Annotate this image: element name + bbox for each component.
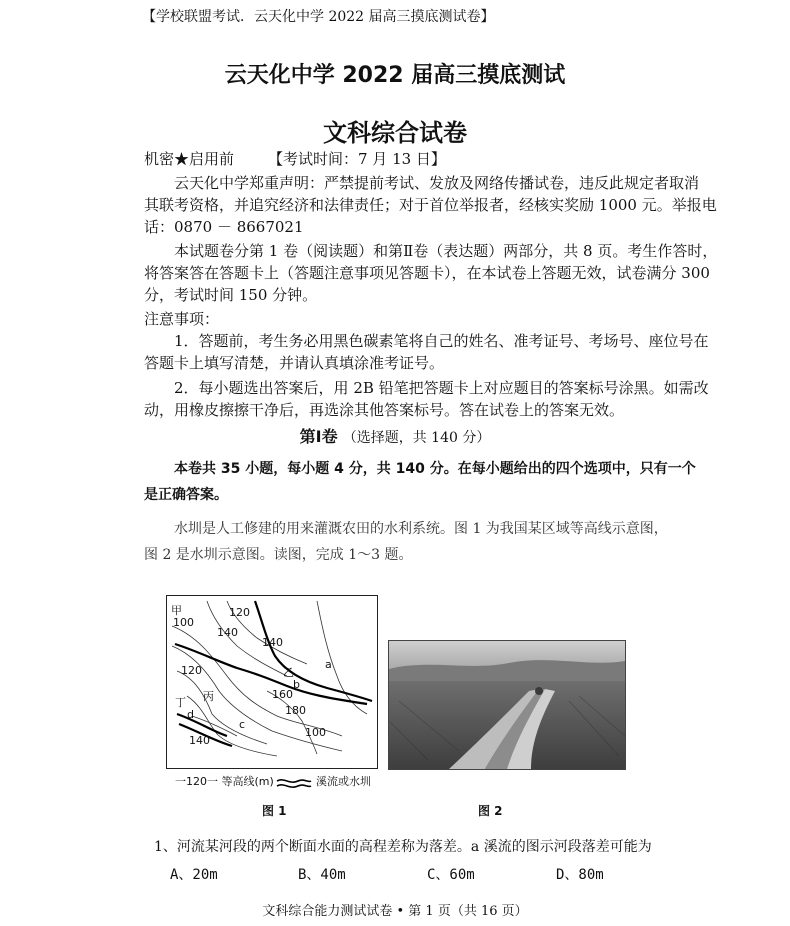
contour-label: 180 <box>285 704 306 717</box>
note-1-line-2: 答题卡上填写清楚，并请认真填涂准考证号。 <box>144 354 445 372</box>
notes-heading: 注意事项： <box>144 310 220 328</box>
section-1-desc-line-2: 是正确答案。 <box>144 487 228 503</box>
canal-photo-svg <box>389 641 625 769</box>
page-title: 云天化中学 2022 届高三摸底测试 <box>224 63 566 88</box>
legend-stream-symbol <box>276 774 312 793</box>
page-footer: 文科综合能力测试试卷 • 第 1 页（共 16 页） <box>262 904 528 919</box>
passage-line-2: 图 2 是水圳示意图。读图，完成 1～3 题。 <box>144 547 413 563</box>
contour-label: 100 <box>173 616 194 629</box>
passage-line-1: 水圳是人工修建的用来灌溉农田的水利系统。图 1 为我国某区域等高线示意图， <box>174 521 668 537</box>
option-d[interactable]: D、80m <box>556 867 604 883</box>
contour-label: 140 <box>262 636 283 649</box>
statement-line-3: 话：0870 － 8667021 <box>144 218 304 236</box>
figure-1-caption: 图 1 <box>262 804 287 818</box>
exam-banner: 【学校联盟考试．云天化中学 2022 届高三摸底测试卷】 <box>142 9 495 25</box>
legend-stream: 溪流或水圳 <box>316 775 371 788</box>
note-2-line-2: 动，用橡皮擦擦干净后，再选涂其他答案标号。答在试卷上的答案无效。 <box>144 401 625 419</box>
statement-line-2: 其联考资格，并追究经济和法律责任；对于首位举报者，经核实奖励 1000 元。举报电 <box>144 196 717 214</box>
point-label: 丁 <box>175 696 186 709</box>
contour-label: 100 <box>305 726 326 739</box>
point-label: d <box>187 708 194 721</box>
intro-line-2: 将答案答在答题卡上（答题注意事项见答题卡），在本试卷上答题无效，试卷满分 300 <box>144 264 710 282</box>
point-label: b <box>293 678 300 691</box>
contour-label: 120 <box>229 606 250 619</box>
note-2-line-1: 2．每小题选出答案后，用 2B 铅笔把答题卡上对应题目的答案标号涂黑。如需改 <box>174 379 709 397</box>
point-label: c <box>239 718 246 731</box>
statement-line-1: 云天化中学郑重声明：严禁提前考试、发放及网络传播试卷，违反此规定者取消 <box>174 174 700 192</box>
intro-line-1: 本试题卷分第 1 卷（阅读题）和第Ⅱ卷（表达题）两部分，共 8 页。考生作答时， <box>174 242 718 260</box>
secret-label: 机密★启用前 <box>144 150 235 168</box>
point-label: 甲 <box>171 604 182 617</box>
question-1-stem: 1、河流某河段的两个断面水面的高程差称为落差。a 溪流的图示河段落差可能为 <box>154 839 652 855</box>
point-label: 丙 <box>203 690 214 703</box>
note-1-line-1: 1．答题前，考生务必用黑色碳素笔将自己的姓名、准考证号、考场号、座位号在 <box>174 332 709 350</box>
legend-contour: 一120一 等高线(m) <box>175 775 274 788</box>
option-b[interactable]: B、40m <box>298 867 346 883</box>
option-a[interactable]: A、20m <box>170 867 218 883</box>
page-subtitle: 文科综合试卷 <box>323 119 467 147</box>
contour-label: 120 <box>181 664 202 677</box>
point-label: 乙 <box>283 666 294 679</box>
section-1-header <box>0 424 790 447</box>
section-1-desc-line-1: 本卷共 35 小题，每小题 4 分，共 140 分。在每小题给出的四个选项中，只有一个 <box>174 461 696 477</box>
contour-label: 140 <box>217 626 238 639</box>
point-label: a <box>325 658 332 671</box>
section-1-note: （选择题，共 140 分） <box>342 430 491 446</box>
figure-2-canal-photo <box>388 640 626 770</box>
contour-label: 160 <box>272 688 293 701</box>
figure-1-contour-map <box>166 595 378 769</box>
intro-line-3: 分，考试时间 150 分钟。 <box>144 286 318 304</box>
option-c[interactable]: C、60m <box>427 867 475 883</box>
section-1-title: 第Ⅰ卷 <box>299 427 338 446</box>
exam-time: 【考试时间：7 月 13 日】 <box>268 150 446 168</box>
figure-2-caption: 图 2 <box>478 804 503 818</box>
contour-label: 140 <box>189 734 210 747</box>
